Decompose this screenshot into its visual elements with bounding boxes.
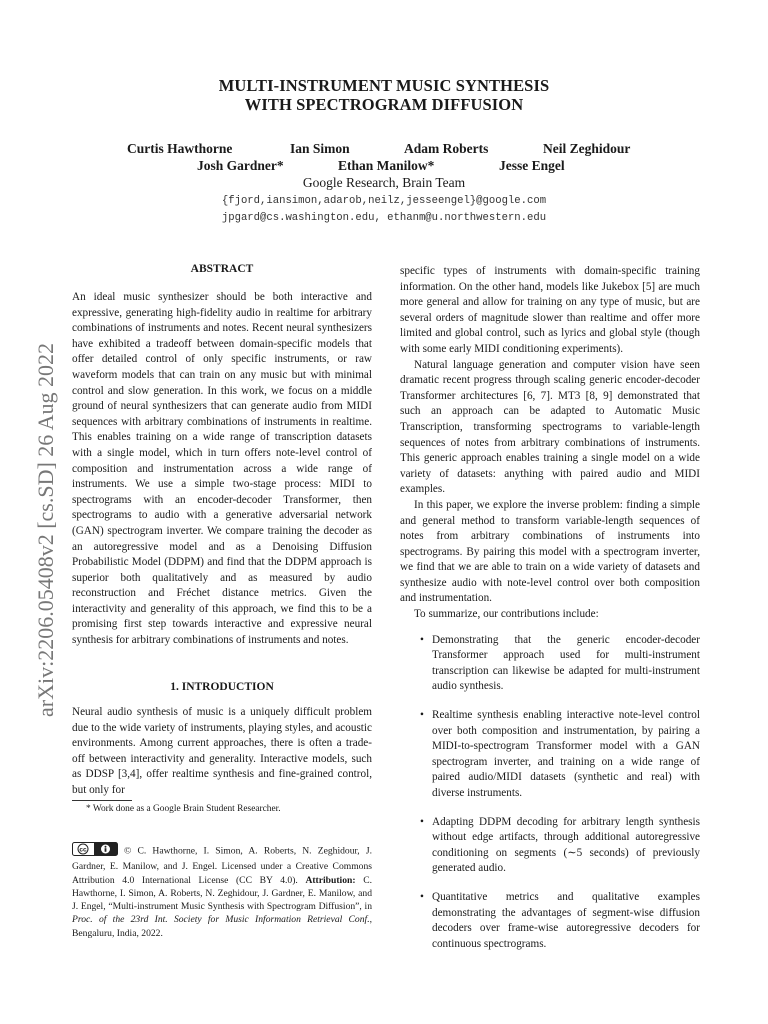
author: Adam Roberts xyxy=(404,141,489,156)
list-item xyxy=(400,815,700,877)
intro-text xyxy=(72,705,372,799)
author: Jesse Engel xyxy=(499,158,565,173)
attribution-label: Attribution: xyxy=(305,874,356,886)
intro-paragraph: Neural audio synthesis of music is a uniquely difficult problem due to the wide variety of instruments, playing styles, and acoustic environments. Among current approaches, there is often a trade-off between interactivity and generality. Interactive models, such as DDSP [3,4], offer realtime synthesis and fine-grained control, but only for xyxy=(72,706,372,796)
bullet-icon: • xyxy=(420,633,424,646)
bullet-icon: • xyxy=(420,815,424,828)
list-item-text: Adapting DDPM decoding for arbitrary length synthesis without edge artifacts, through additional autoregressive conditioning on segments (∼5 seconds) of previously generated audio. xyxy=(432,815,700,875)
email-line-1: {fjord,iansimon,adarob,neilz,jesseengel}@google.com xyxy=(221,195,547,207)
intro-heading: 1. INTRODUCTION xyxy=(170,681,274,693)
bullet-icon: • xyxy=(420,709,424,722)
license-statement: © C. Hawthorne, I. Simon, A. Roberts, N. Zeghidour, J. Gardner, E. Manilow, and J. Engel. Licensed under a Creative Commons Attribution 4.0 International License (CC BY 4.0). xyxy=(72,845,372,886)
license-block xyxy=(72,842,372,940)
list-item-text: Realtime synthesis enabling interactive note-level control over both composition and instrumentation, by pairing a MIDI-to-spectrogram Transformer model with a GAN spectrogram inverter, and training on a wide range of paired audio/MIDI datasets (synthetic and real) with diverse instruments. xyxy=(432,709,700,799)
footnote-rule xyxy=(72,800,132,801)
paragraph: To summarize, our contributions include: xyxy=(414,608,599,621)
abstract-paragraph: An ideal music synthesizer should be both interactive and expressive, generating high-fidelity audio in realtime for arbitrary combinations of instruments and notes. Recent neural synthesizers have exhibited a tradeoff between domain-specific models that offer detailed control of only specific instruments, or raw waveform models that can train on any music but with minimal control and slow generation. In this work, we focus on a middle ground of neural synthesizers that can generate audio from MIDI sequences with arbitrary combinations of instruments in realtime. This enables training on a wide range of transcription datasets with a single model, which in turn offers note-level control of composition and instrumentation across a wide range of instruments. We use a simple two-stage process: MIDI to spectrograms with an encoder-decoder Transformer, then spectrograms to audio with a generative adversarial network (GAN) spectrogram inverter. We compare training the decoder as an autoregressive model and as a Denoising Diffusion Probabilistic Model (DDPM) and find that the DDPM approach is superior both qualitatively and as measured by audio reconstruction and Fréchet distance metrics. Given the interactivity and generality of this approach, we find this to be a promising first step towards interactive and expressive neural synthesis for arbitrary combinations of instruments and notes. xyxy=(72,291,372,647)
author: Ethan Manilow* xyxy=(338,158,435,173)
bullet-icon: • xyxy=(420,890,424,903)
list-item xyxy=(400,633,700,695)
paragraph: Natural language generation and computer vision have seen dramatic recent progress through scaling generic encoder-decoder Transformer architectures [6, 7]. MT3 [8, 9] demonstrated that such an approach can be adapted to Automatic Music Transcription, transforming spectrograms to variable-length sequences of notes from arbitrary combinations of instruments. This generic approach enables training a single model on a wide variety of datasets: anything with paired audio and MIDI examples. xyxy=(400,358,700,496)
venue: Proc. of the 23rd Int. Society for Music Information Retrieval Conf. xyxy=(72,914,370,926)
affiliation: Google Research, Brain Team xyxy=(302,175,466,190)
contributions-list xyxy=(400,633,700,953)
venue-location: , Bengaluru, India, 2022. xyxy=(72,914,372,939)
arxiv-identifier: arXiv:2206.05408v2 [cs.SD] 26 Aug 2022 xyxy=(33,343,58,717)
footnote: * Work done as a Google Brain Student Researcher. xyxy=(86,804,281,814)
author: Neil Zeghidour xyxy=(543,141,631,156)
attribution-text: C. Hawthorne, I. Simon, A. Roberts, N. Zeghidour, J. Gardner, E. Manilow, and J. Engel, “Multi-instrument Music Synthesis with Spectrogram Diffusion”, in xyxy=(72,874,372,913)
author: Josh Gardner* xyxy=(197,158,284,173)
svg-text:cc: cc xyxy=(79,846,87,854)
paragraph: specific types of instruments with domain-specific training information. On the other hand, models like Jukebox [5] are much more general and allow for training on any type of music, but are several orders of magnitude slower than realtime and offer more limited and global control, such as lyrics and global style (though with some early MIDI conditioning experiments). xyxy=(400,265,700,355)
list-item xyxy=(400,708,700,802)
list-item-text: Quantitative metrics and qualitative examples demonstrating the advantages of segment-wise diffusion decoders over frame-wise autoregressive decoders for continuous spectrograms. xyxy=(432,890,700,950)
list-item xyxy=(400,890,700,952)
author: Curtis Hawthorne xyxy=(127,141,233,156)
list-item-text: Demonstrating that the generic encoder-decoder Transformer approach used for multi-instrument transcription can likewise be adapted for multi-instrument audio synthesis. xyxy=(432,633,700,693)
paragraph: In this paper, we explore the inverse problem: finding a simple and general method to transform variable-length sequences of notes from arbitrary combinations of instruments into spectrograms. By pairing this model with a spectrogram inverter, we find that we are able to train on a wide variety of datasets and synthesize audio with note-level control over both composition and instrumentation. xyxy=(400,498,700,605)
right-column xyxy=(400,264,700,965)
abstract-heading: ABSTRACT xyxy=(190,263,254,275)
abstract-text xyxy=(72,290,372,649)
title-line-2: WITH SPECTROGRAM DIFFUSION xyxy=(244,95,524,114)
title-line-1: MULTI-INSTRUMENT MUSIC SYNTHESIS xyxy=(218,76,550,95)
paper-title xyxy=(0,76,768,114)
email-line-2: jpgard@cs.washington.edu, ethanm@u.northwestern.edu xyxy=(221,212,547,224)
cc-by-license-icon xyxy=(72,842,118,860)
author: Ian Simon xyxy=(290,141,350,156)
